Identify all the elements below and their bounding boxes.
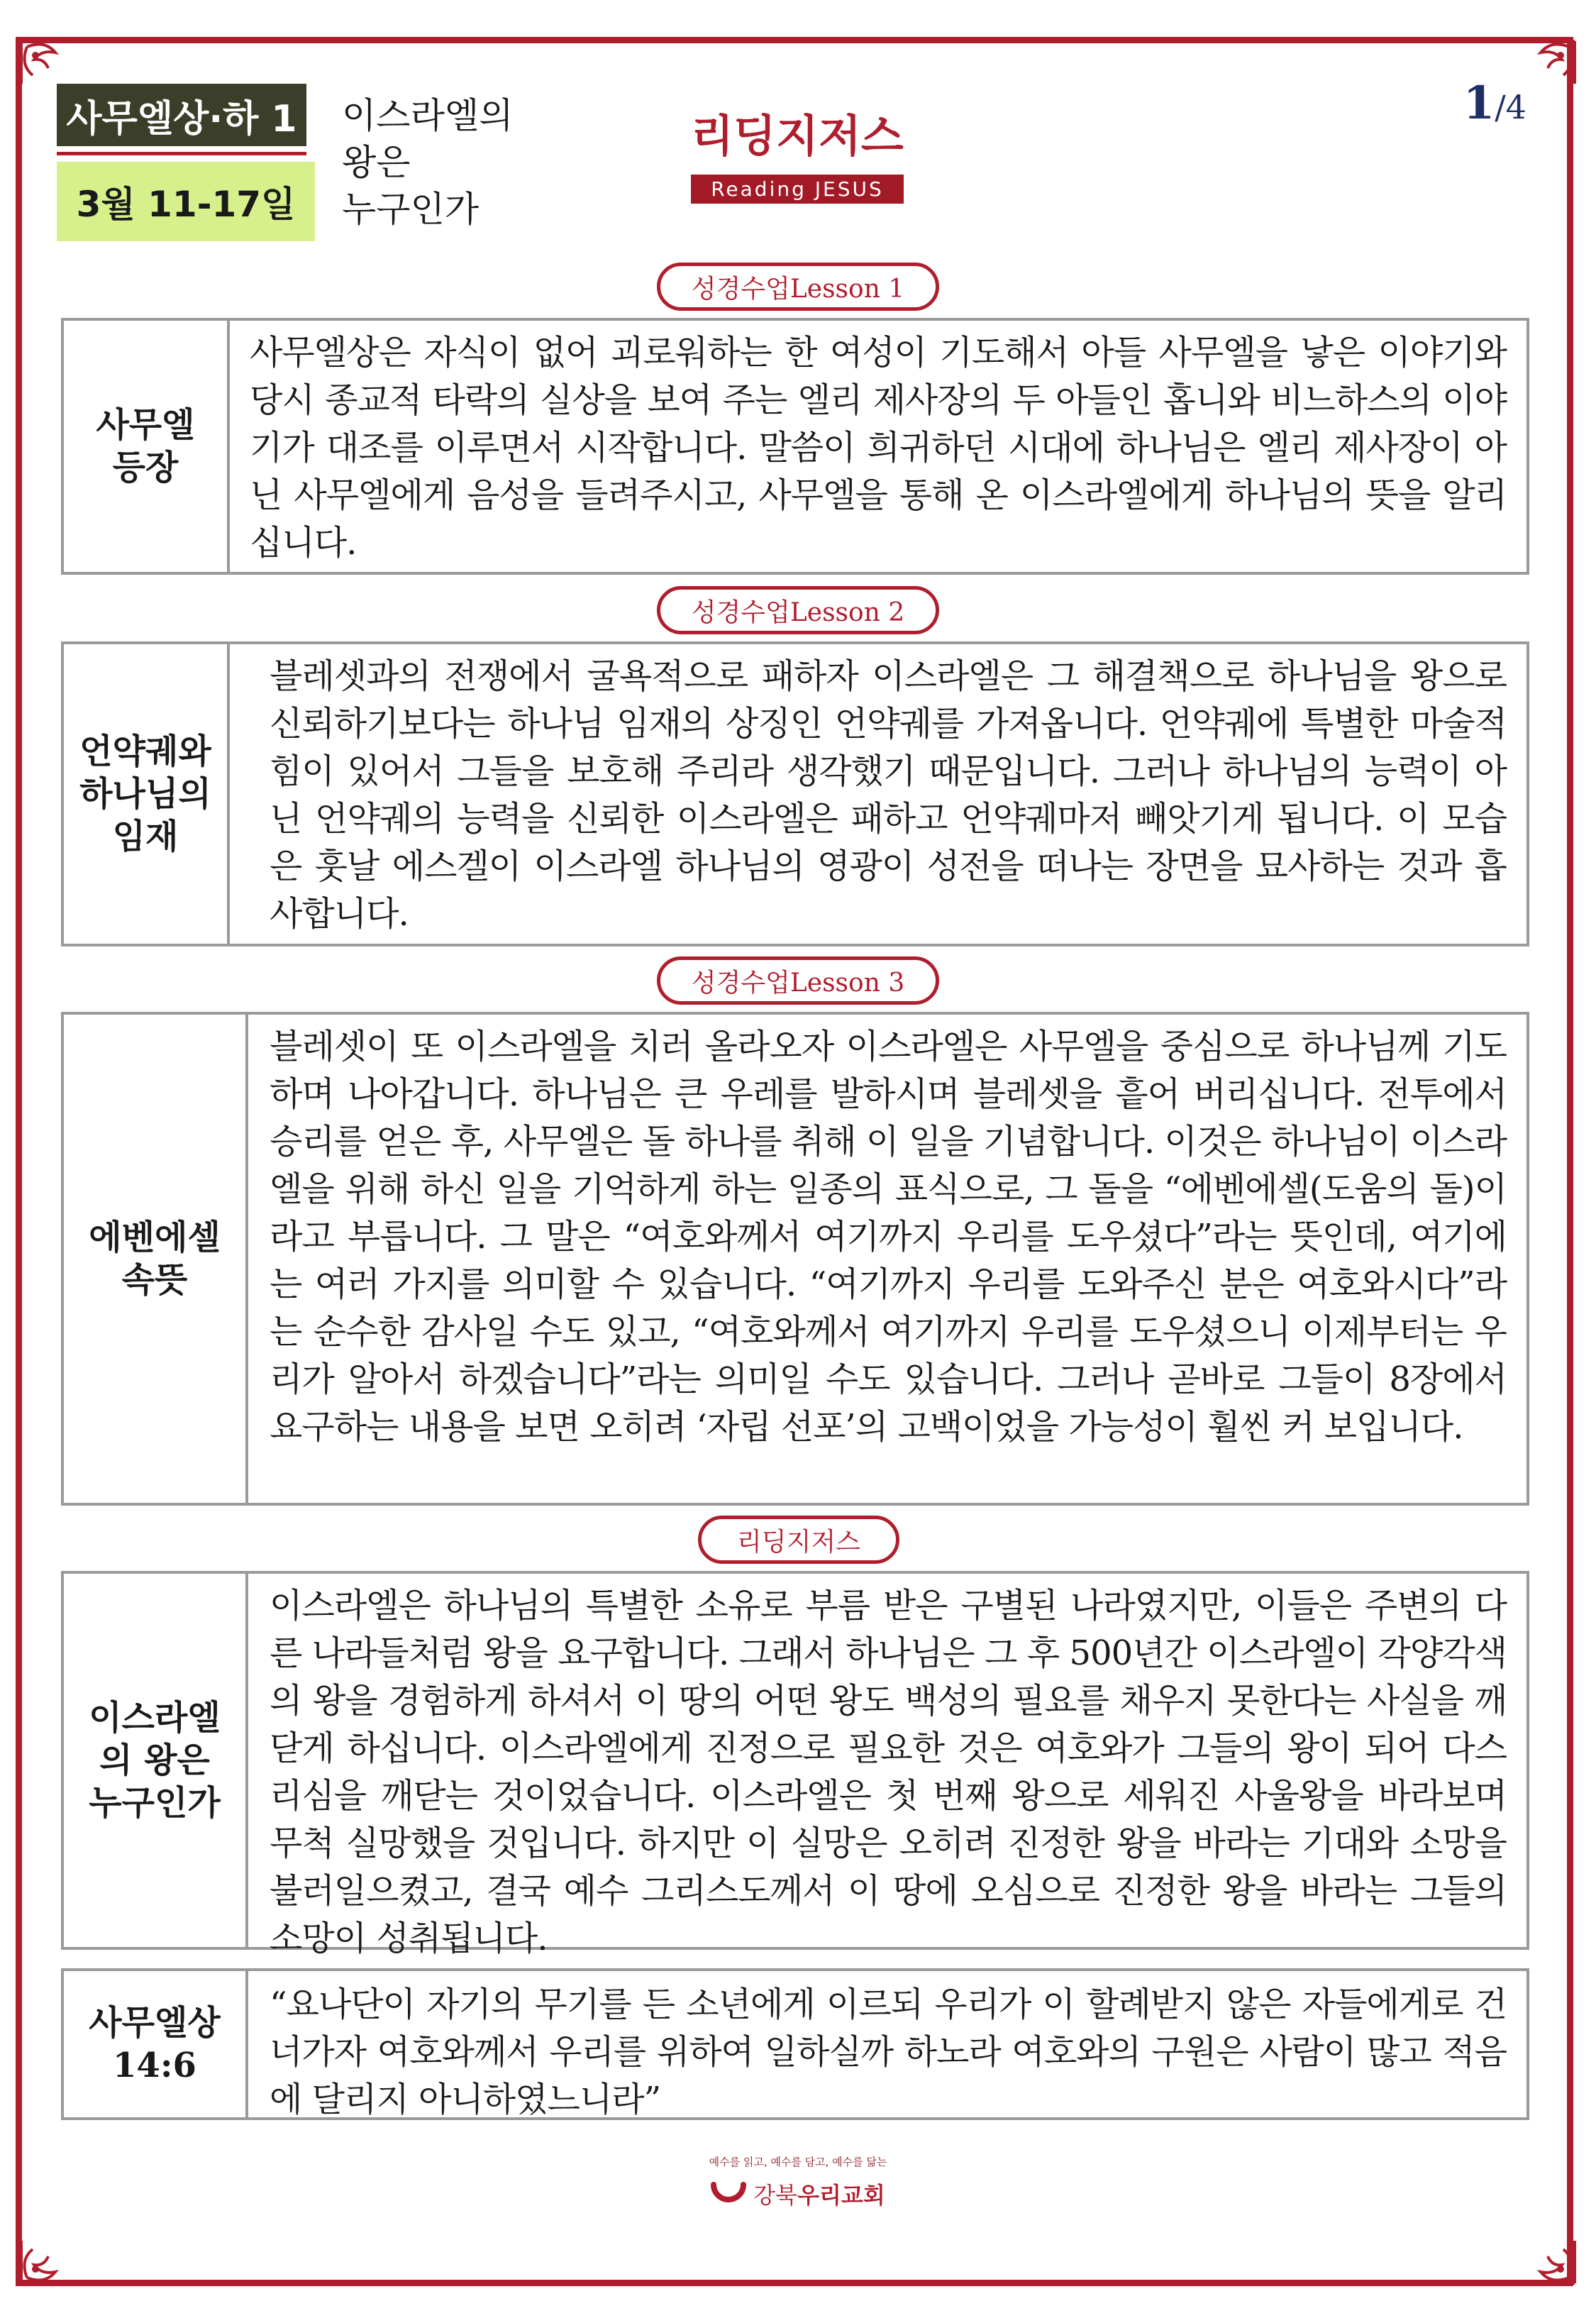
corner-ornament-icon xyxy=(14,2205,99,2290)
brand-logo xyxy=(684,108,911,204)
footer-logo xyxy=(681,2154,915,2210)
week-title-line: 누구인가 xyxy=(342,189,480,230)
page-number xyxy=(1463,77,1526,130)
section-label-line: 등장 xyxy=(112,448,179,487)
verse-reference xyxy=(64,1971,248,2117)
section-label xyxy=(64,644,230,944)
footer-tagline: 예수를 읽고, 예수를 담고, 예수를 닮는 xyxy=(709,2156,887,2168)
church-logo xyxy=(681,2178,915,2210)
week-title-line: 이스라엘의 xyxy=(342,95,514,136)
section-label xyxy=(64,321,230,572)
page-current: 1 xyxy=(1463,77,1495,130)
section-label-line: 사무엘 xyxy=(96,405,195,445)
brand-name: 리딩지저스 xyxy=(691,110,904,162)
section-label xyxy=(64,1574,248,1947)
week-title-line: 왕은 xyxy=(342,142,411,183)
verse-text: “요나단이 자기의 무기를 든 소년에게 이르되 우리가 이 할례받지 않은 자들에게로 건너가자 여호와께서 우리를 위하여 일하실까 하노라 여호와의 구원은 사람이 많고 적음에 달리지 아니하였느니라” xyxy=(270,1985,1507,2119)
section-label-line: 이스라엘 xyxy=(89,1698,221,1738)
lesson-pill: 성경수업Lesson 2 xyxy=(657,586,939,634)
section-text: 블레셋과의 전쟁에서 굴욕적으로 패하자 이스라엘은 그 해결책으로 하나님을 왕으로 신뢰하기보다는 하나님 임재의 상징인 언약궤를 가져옵니다. 언약궤에 특별한 마술적 힘이 있어서 그들을 보호해 주리라 생각했기 때문입니다. 그러나 하나님의 능력이 아닌 언약궤의 능력을 신뢰한 이스라엘은 패하고 언약궤마저 빼앗기게 됩니다. 이 모습은 훗날 에스겔이 이스라엘 하나님의 영광이 성전을 떠나는 장면을 묘사하는 것과 흡사합니다. xyxy=(270,656,1507,934)
section-label-line: 언약궤와 xyxy=(79,732,211,771)
section-label-line: 하나님의 xyxy=(79,774,211,814)
lesson-pill: 리딩지저스 xyxy=(698,1516,899,1564)
verse-box xyxy=(61,1968,1529,2120)
section-label-line: 에벤에셀 xyxy=(89,1218,221,1257)
date-range: 3월 11-17일 xyxy=(57,162,315,241)
lesson-pill: 성경수업Lesson 3 xyxy=(657,956,939,1005)
section-label-line: 14:6 xyxy=(113,2046,196,2085)
church-logo-icon xyxy=(711,2179,746,2209)
section-label-line: 의 왕은 xyxy=(99,1740,210,1780)
church-name xyxy=(753,2178,885,2210)
page-total: /4 xyxy=(1495,88,1526,126)
section-box xyxy=(61,1571,1529,1958)
divider xyxy=(57,152,306,155)
section-label-line: 속뜻 xyxy=(121,1260,188,1300)
section-label-line: 사무엘상 xyxy=(89,2003,221,2043)
section-label xyxy=(64,1015,248,1503)
church-prefix: 강북 xyxy=(753,2182,798,2209)
section-box xyxy=(61,1012,1529,1506)
church-name-main: 우리교회 xyxy=(797,2182,885,2209)
section-label-line: 임재 xyxy=(112,817,179,856)
section-text: 사무엘상은 자식이 없어 괴로워하는 한 여성이 기도해서 아들 사무엘을 낳은 이야기와 당시 종교적 타락의 실상을 보여 주는 엘리 제사장의 두 아들인 홉니와 비느하스의 이야기가 대조를 이루면서 시작합니다. 말씀이 희귀하던 시대에 하나님은 엘리 제사장이 아닌 사무엘에게 음성을 들려주시고, 사무엘을 통해 온 이스라엘에게 하나님의 뜻을 알리십니다. xyxy=(250,333,1507,563)
book-label: 사무엘상·하 1 xyxy=(57,84,306,146)
section-text: 블레셋이 또 이스라엘을 치러 올라오자 이스라엘은 사무엘을 중심으로 하나님께 기도하며 나아갑니다. 하나님은 큰 우레를 발하시며 블레셋을 흩어 버리십니다. 전투에서 승리를 얻은 후, 사무엘은 돌 하나를 취해 이 일을 기념합니다. 이것은 하나님이 이스라엘을 위해 하신 일을 기억하게 하는 일종의 표식으로, 그 돌을 “에벤에셀(도움의 돌)이라고 부릅니다. 그 말은 “여호와께서 여기까지 우리를 도우셨다”라는 뜻인데, 여기에는 여러 가지를 의미할 수 있습니다. “여기까지 우리를 도와주신 분은 여호와시다”라는 순수한 감사일 수도 있고, “여호와께서 여기까지 우리를 도우셨으니 이제부터는 우리가 알아서 하겠습니다”라는 의미일 수도 있습니다. 그러나 곧바로 그들이 8장에서 요구하는 내용을 보면 오히려 ‘자립 선포’의 고백이었을 가능성이 훨씬 커 보입니다. xyxy=(270,1027,1507,1447)
week-title xyxy=(342,92,541,233)
brand-subtitle: Reading JESUS xyxy=(691,175,904,204)
lesson-pill: 성경수업Lesson 1 xyxy=(657,263,939,311)
section-box xyxy=(61,318,1529,575)
section-text: 이스라엘은 하나님의 특별한 소유로 부름 받은 구별된 나라였지만, 이들은 주변의 다른 나라들처럼 왕을 요구합니다. 그래서 하나님은 그 후 500년간 이스라엘이 각양각색의 왕을 경험하게 하셔서 이 땅의 어떤 왕도 백성의 필요를 채우지 못한다는 사실을 깨닫게 하십니다. 이스라엘에게 진정으로 필요한 것은 여호와가 그들의 왕이 되어 다스리심을 깨닫는 것이었습니다. 이스라엘은 첫 번째 왕으로 세워진 사울왕을 바라보며 무척 실망했을 것입니다. 하지만 이 실망은 오히려 진정한 왕을 바라는 기대와 소망을 불러일으켰고, 결국 예수 그리스도께서 이 땅에 오심으로 진정한 왕을 바라는 그들의 소망이 성취됩니다. xyxy=(270,1586,1507,1958)
section-box xyxy=(61,641,1529,947)
section-label-line: 누구인가 xyxy=(89,1783,221,1823)
corner-ornament-icon xyxy=(1497,2205,1582,2290)
